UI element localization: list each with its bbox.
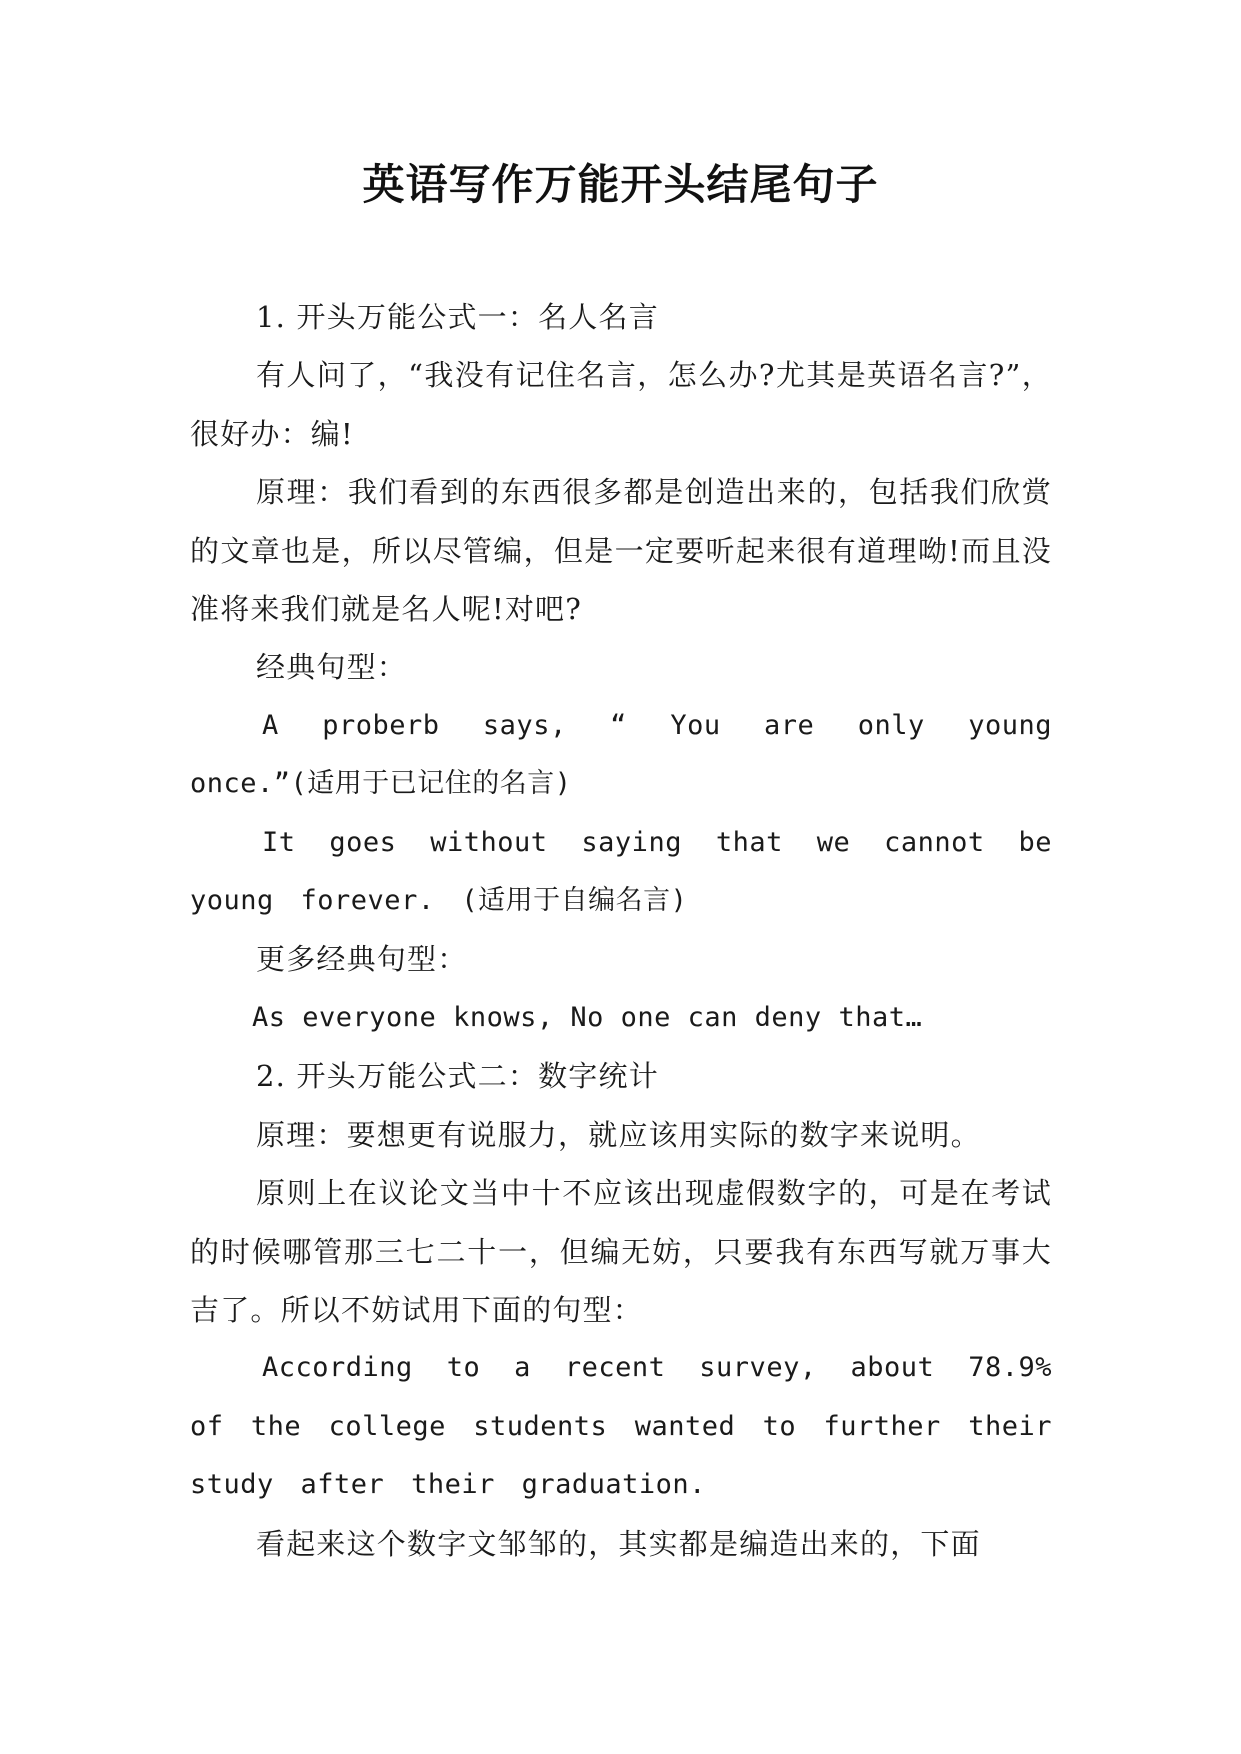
- document-body: [190, 288, 1052, 1573]
- example-sentence-everyone-knows: As everyone knows, No one can deny that…: [252, 1001, 923, 1033]
- paragraph-principle-2: 原理：要想更有说服力，就应该用实际的数字来说明。: [256, 1117, 981, 1152]
- paragraph-question: 有人问了，“我没有记住名言，怎么办?尤其是英语名言?”，很好办：编!: [190, 358, 1052, 451]
- paragraph-more-patterns-label: 更多经典句型：: [256, 942, 468, 977]
- document-title: 英语写作万能开头结尾句子: [362, 160, 879, 209]
- section-heading-1: 1. 开头万能公式一：名人名言: [256, 300, 659, 334]
- section-heading-2: 2. 开头万能公式二：数字统计: [256, 1059, 659, 1094]
- paragraph-rule: 原则上在议论文当中十不应该出现虚假数字的，可是在考试的时候哪管那三七二十一，但编无妨，只要我有东西写就万事大吉了。所以不妨试用下面的句型：: [190, 1176, 1052, 1327]
- paragraph-principle-1: 原理：我们看到的东西很多都是创造出来的，包括我们欣赏的文章也是，所以尽管编，但是一定要听起来很有道理呦!而且没准将来我们就是名人呢!对吧?: [190, 475, 1052, 627]
- paragraph-classic-patterns-label: 经典句型：: [256, 650, 408, 685]
- example-sentence-survey: According to a recent survey, about 78.9% of the college students wanted to further their study after their graduation.: [190, 1352, 1052, 1501]
- example-sentence-forever: It goes without saying that we cannot be young forever. (适用于自编名言): [190, 826, 1052, 917]
- example-sentence-proverb: A proberb says, “ You are only young once.”(适用于已记住的名言): [190, 709, 1052, 800]
- paragraph-fabricated-numbers: 看起来这个数字文邹邹的，其实都是编造出来的，下面: [256, 1526, 981, 1561]
